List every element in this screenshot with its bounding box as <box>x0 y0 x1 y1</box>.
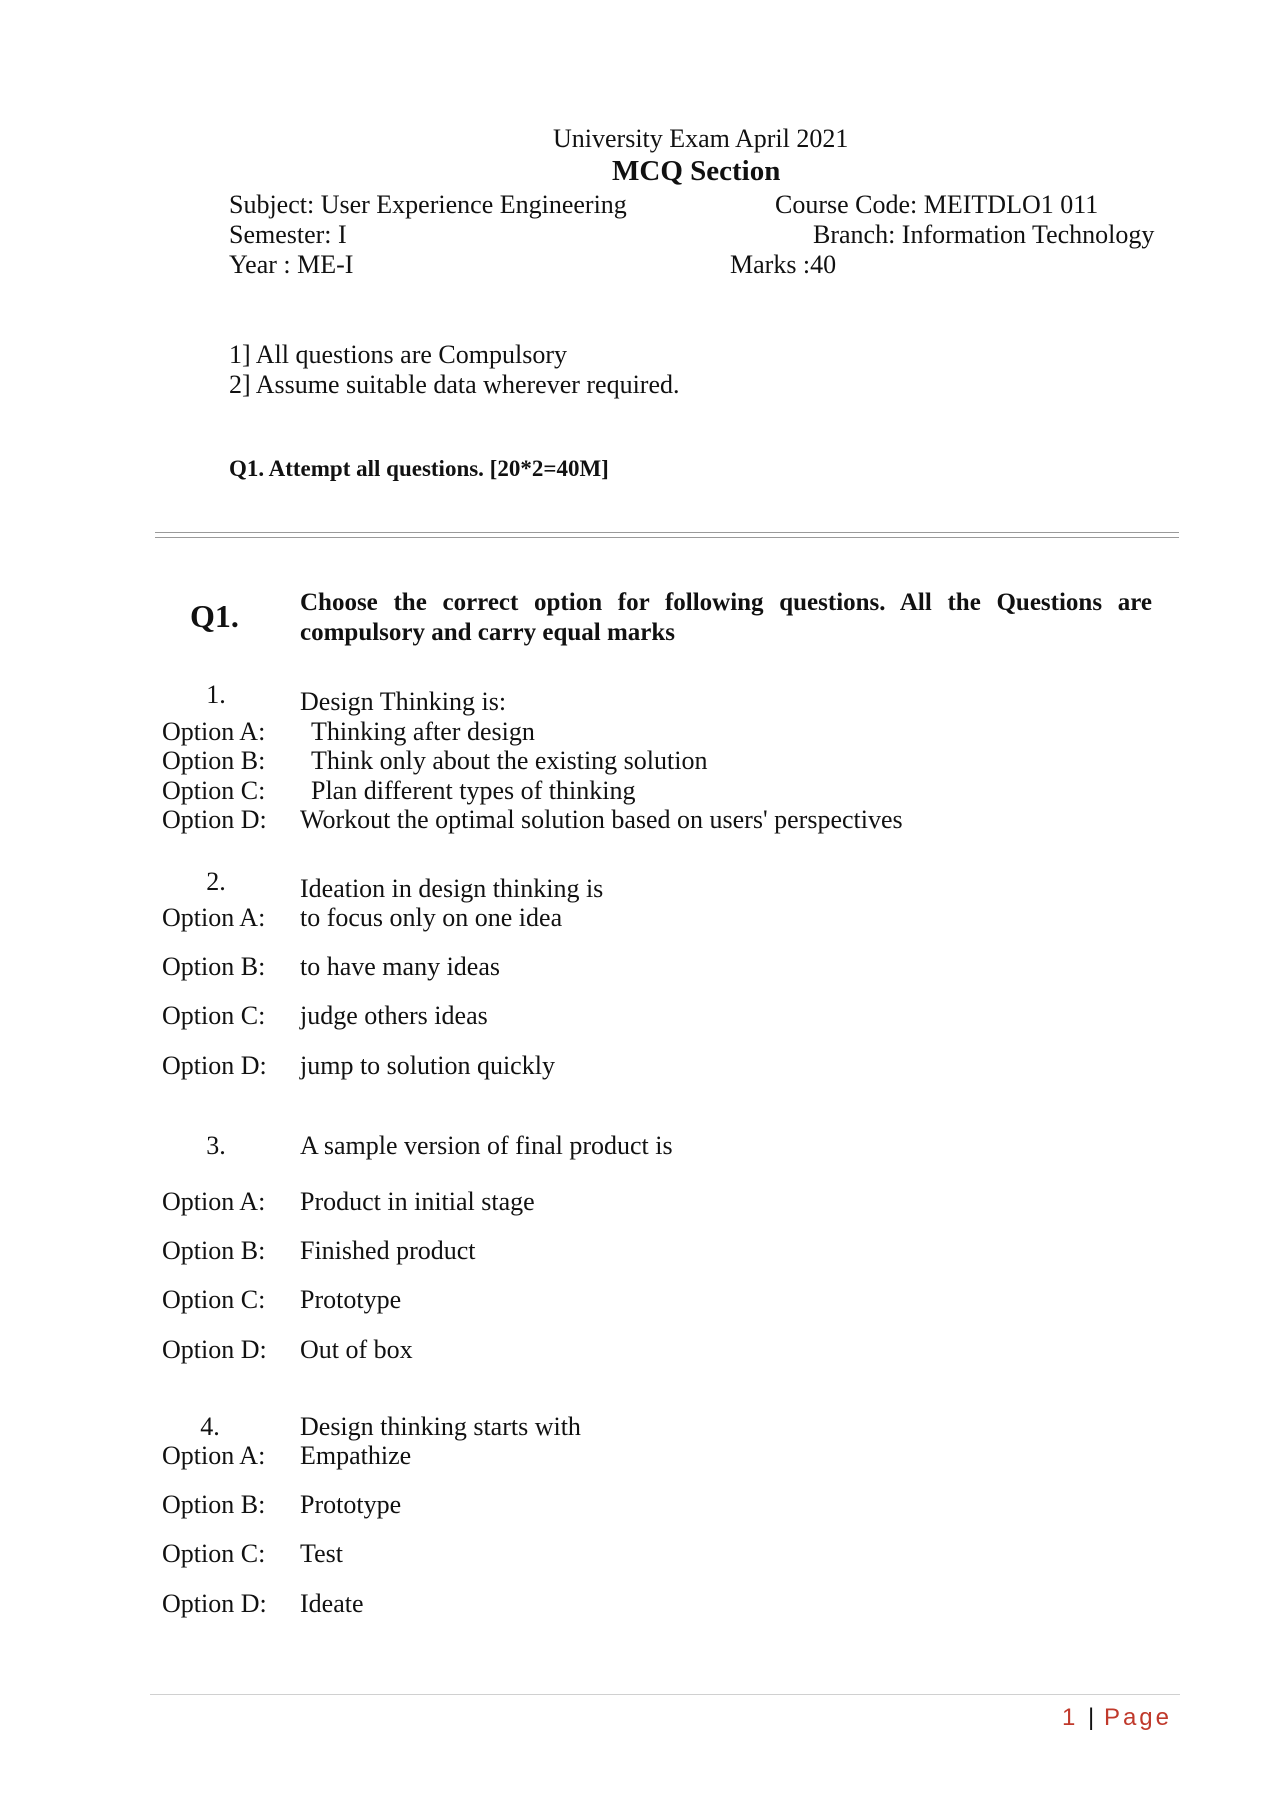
instruction-1: 1] All questions are Compulsory <box>229 340 567 369</box>
question-number: 4. <box>200 1412 220 1441</box>
instruction-line-2: compulsory and carry equal marks <box>300 619 675 646</box>
page-word: Page <box>1103 1704 1172 1731</box>
option-label: Option A: <box>162 1441 266 1470</box>
option-text: Plan different types of thinking <box>311 776 636 805</box>
option-label: Option C: <box>162 776 266 805</box>
option-label: Option B: <box>162 1490 266 1519</box>
option-label: Option A: <box>162 903 266 932</box>
question-text: Ideation in design thinking is <box>300 874 604 903</box>
footer-divider <box>150 1694 1180 1695</box>
option-label: Option D: <box>162 1335 267 1364</box>
question-number: 3. <box>206 1131 226 1160</box>
option-label: Option B: <box>162 746 266 775</box>
attempt-line: Q1. Attempt all questions. [20*2=40M] <box>229 456 609 481</box>
exam-title: University Exam April 2021 <box>553 124 849 153</box>
option-text: Workout the optimal solution based on users' perspectives <box>300 805 903 834</box>
option-text: Product in initial stage <box>300 1187 535 1216</box>
option-label: Option D: <box>162 1051 267 1080</box>
semester-line: Semester: I <box>229 220 347 249</box>
option-label: Option D: <box>162 1589 267 1618</box>
option-label: Option A: <box>162 1187 266 1216</box>
option-label: Option C: <box>162 1001 266 1030</box>
question-text: Design thinking starts with <box>300 1412 581 1441</box>
question-number: 2. <box>206 867 226 896</box>
option-label: Option D: <box>162 805 267 834</box>
option-label: Option B: <box>162 1236 266 1265</box>
option-label: Option B: <box>162 952 266 981</box>
question-block-label: Q1. <box>190 598 239 634</box>
option-text: Out of box <box>300 1335 413 1364</box>
page-indicator <box>1062 1704 1172 1732</box>
option-text: Finished product <box>300 1236 476 1265</box>
subject-line: Subject: User Experience Engineering <box>229 190 627 219</box>
option-text: jump to solution quickly <box>300 1051 555 1080</box>
option-text: Ideate <box>300 1589 364 1618</box>
year-line: Year : ME-I <box>229 250 354 279</box>
branch-line: Branch: Information Technology <box>813 220 1155 249</box>
question-block-instruction <box>300 588 1152 648</box>
instruction-2: 2] Assume suitable data wherever required. <box>229 370 680 399</box>
option-text: Prototype <box>300 1490 402 1519</box>
marks-line: Marks :40 <box>730 250 837 279</box>
question-text: Design Thinking is: <box>300 687 507 716</box>
option-text: Empathize <box>300 1441 412 1470</box>
option-text: Prototype <box>300 1285 402 1314</box>
option-text: to focus only on one idea <box>300 903 563 932</box>
section-title: MCQ Section <box>612 155 781 187</box>
option-text: Think only about the existing solution <box>311 746 708 775</box>
option-label: Option C: <box>162 1285 266 1314</box>
option-text: Test <box>300 1539 343 1568</box>
option-text: judge others ideas <box>300 1001 488 1030</box>
page-number: 1 <box>1062 1704 1079 1731</box>
option-text: Thinking after design <box>311 717 535 746</box>
option-text: to have many ideas <box>300 952 500 981</box>
question-number: 1. <box>206 680 226 709</box>
page-separator: | <box>1088 1704 1095 1731</box>
double-divider <box>155 532 1179 538</box>
question-text: A sample version of final product is <box>300 1131 673 1160</box>
option-label: Option C: <box>162 1539 266 1568</box>
instruction-line-1: Choose the correct option for following questions. All the Questions are <box>300 589 1152 616</box>
option-label: Option A: <box>162 717 266 746</box>
course-code: Course Code: MEITDLO1 011 <box>775 190 1099 219</box>
